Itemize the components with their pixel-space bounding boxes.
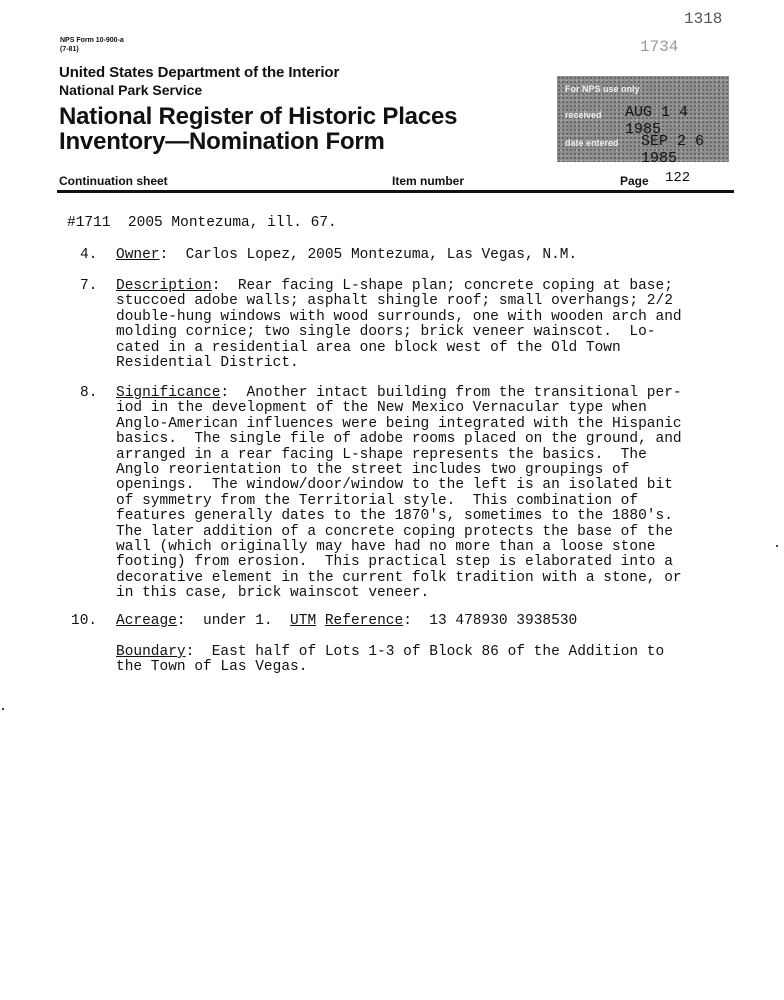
owner-label: Owner bbox=[116, 247, 160, 263]
stamp-received-label: received bbox=[565, 110, 602, 120]
owner-text: : Carlos Lopez, 2005 Montezuma, Las Vegas, N.M. bbox=[159, 247, 578, 263]
acreage-number: 10. bbox=[71, 613, 98, 629]
boundary-first-line bbox=[116, 645, 664, 660]
page-number: 122 bbox=[665, 170, 691, 186]
description-first-text: : Rear facing L-shape plan; concrete coping at base; bbox=[211, 278, 673, 294]
significance-line: in this case, brick wainscot veneer. bbox=[116, 585, 430, 602]
form-date-text: (7-81) bbox=[60, 46, 79, 53]
top-number-2: 1734 bbox=[640, 38, 679, 56]
description-line: cated in a residential area one block west of the Old Town bbox=[116, 339, 621, 356]
significance-line: of symmetry from the Territorial style. This combination of bbox=[116, 492, 639, 509]
boundary-label: Boundary bbox=[116, 644, 186, 660]
scan-speck bbox=[2, 708, 4, 710]
nps-use-only-stamp bbox=[557, 76, 729, 167]
top-number-1: 1318 bbox=[684, 10, 723, 28]
description-line: Residential District. bbox=[116, 355, 299, 372]
description-first-line bbox=[116, 279, 682, 294]
header-rule bbox=[57, 190, 734, 193]
description-section bbox=[116, 279, 682, 371]
significance-line: Anglo-American influences were being integrated with the Hispanic bbox=[116, 415, 682, 432]
form-title-line-1: National Register of Historic Places bbox=[59, 103, 458, 130]
agency-name: National Park Service bbox=[59, 82, 203, 98]
significance-line: Anglo reorientation to the street includes two groupings of bbox=[116, 462, 630, 479]
form-number-text: NPS Form 10-900-a bbox=[60, 37, 124, 44]
significance-line: basics. The single file of adobe rooms placed on the ground, and bbox=[116, 431, 682, 448]
description-line: stuccoed adobe walls; asphalt shingle roof; small overhangs; 2/2 bbox=[116, 293, 673, 310]
significance-line: decorative element in the current folk tradition with a stone, or bbox=[116, 569, 682, 586]
owner-number: 4. bbox=[80, 247, 98, 263]
significance-line: arranged in a rear facing L-shape represents the basics. The bbox=[116, 446, 647, 463]
form-title-line-2: Inventory—Nomination Form bbox=[59, 128, 385, 155]
department-name: United States Department of the Interior bbox=[59, 64, 340, 81]
stamp-entered-label: date entered bbox=[565, 138, 619, 148]
utm-label: UTM bbox=[290, 613, 317, 629]
significance-line: iod in the development of the New Mexico Vernacular type when bbox=[116, 400, 647, 417]
boundary-section bbox=[116, 645, 664, 676]
significance-line: wall (which originally may have had no more than a loose stone bbox=[116, 539, 656, 556]
entry-heading: #1711 2005 Montezuma, ill. 67. bbox=[67, 215, 337, 231]
item-number-label: Item number bbox=[392, 174, 465, 188]
acreage-label: Acreage bbox=[116, 613, 177, 629]
significance-first-text: : Another intact building from the transitional per- bbox=[220, 385, 682, 401]
significance-label: Significance bbox=[116, 385, 221, 401]
page-label: Page bbox=[620, 174, 649, 188]
boundary-first-text: : East half of Lots 1-3 of Block 86 of the Addition to bbox=[185, 644, 665, 660]
form-number bbox=[60, 36, 124, 54]
continuation-sheet-label: Continuation sheet bbox=[59, 174, 168, 188]
description-line: double-hung windows with wood surrounds, one with wooden arch and bbox=[116, 308, 682, 325]
acreage-text: : under 1. bbox=[176, 613, 291, 629]
acreage-section bbox=[116, 614, 577, 629]
owner-section bbox=[116, 248, 577, 263]
significance-number: 8. bbox=[80, 385, 98, 401]
description-label: Description bbox=[116, 278, 212, 294]
description-line: molding cornice; two single doors; brick veneer wainscot. Lo- bbox=[116, 324, 656, 341]
significance-section bbox=[116, 386, 682, 602]
boundary-line: the Town of Las Vegas. bbox=[116, 659, 308, 676]
utm-value: : 13 478930 3938530 bbox=[403, 613, 578, 629]
significance-line: The later addition of a concrete coping protects the base of the bbox=[116, 523, 673, 540]
scan-speck bbox=[776, 545, 778, 547]
significance-first-line bbox=[116, 386, 682, 401]
significance-line: features generally dates to the 1870's, sometimes to the 1880's. bbox=[116, 508, 673, 525]
significance-line: openings. The window/door/window to the left is an isolated bit bbox=[116, 477, 673, 494]
reference-label: Reference bbox=[324, 613, 404, 629]
description-number: 7. bbox=[80, 278, 98, 294]
significance-line: footing) from erosion. This practical step is elaborated into a bbox=[116, 554, 673, 571]
stamp-entered-date: SEP 2 6 1985 bbox=[641, 133, 705, 167]
stamp-heading: For NPS use only bbox=[565, 84, 640, 94]
stamp-received-date: AUG 1 4 1985 bbox=[625, 104, 689, 138]
